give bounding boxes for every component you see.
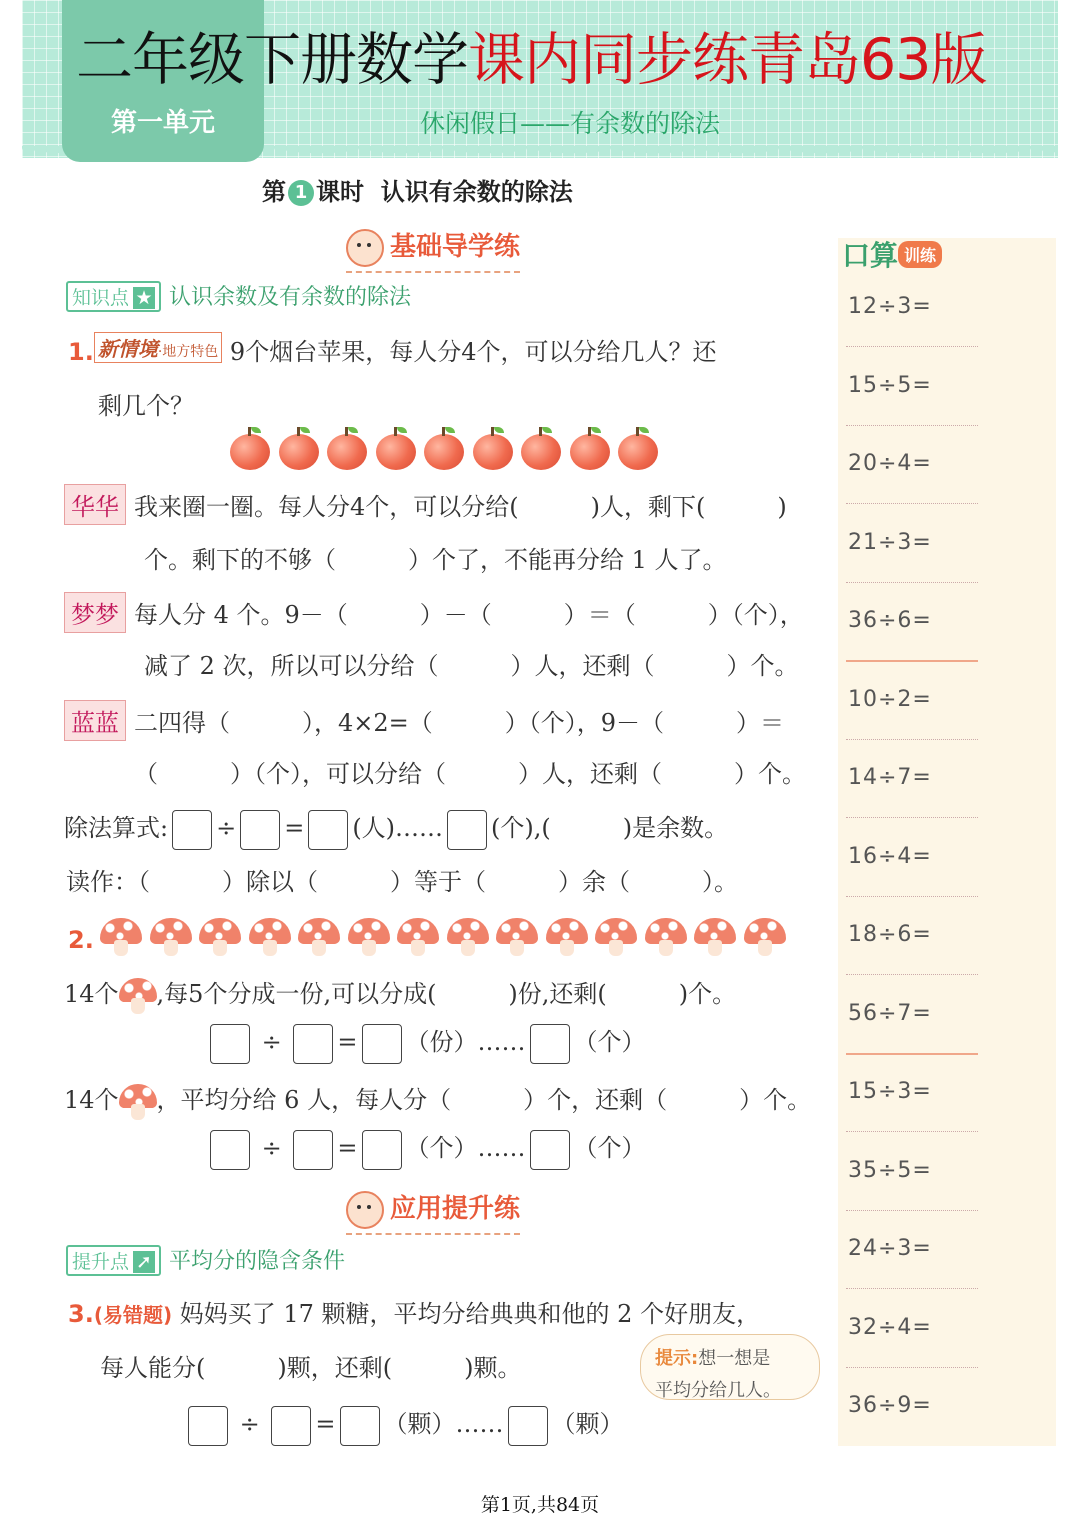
hint-text-2: 平均分给几人。 (655, 1380, 781, 1401)
oral-calc-item: 36÷9= (848, 1393, 932, 1418)
q2-count-1: 14个 (64, 980, 119, 1008)
oral-calc-heading (842, 234, 942, 274)
unit-label: 第一单元 (110, 108, 215, 138)
answer-box[interactable] (240, 810, 280, 850)
oral-calc-item: 21÷3= (848, 529, 932, 555)
q1-line-1 (68, 332, 716, 367)
q1-formula-line (64, 808, 728, 850)
lift-point (66, 1244, 345, 1276)
answer-box[interactable] (530, 1130, 570, 1170)
oral-calc-divider (846, 425, 978, 426)
kid-icon (346, 229, 384, 267)
q1-number: 1. (68, 338, 94, 366)
mengmeng-text-1: 每人分 4 个。9－（ ）－（ ）＝（ ）（个）， (134, 601, 804, 629)
divide-sign: ÷ (261, 1134, 282, 1162)
mengmeng-line-1 (64, 592, 804, 633)
oral-calc-divider (846, 1053, 978, 1055)
apple-icon (327, 434, 367, 470)
equals-sign: = (284, 814, 305, 842)
huahua-text-2: 个。剩下的不够（ ）个了，不能再分给 1 人了。 (144, 546, 727, 574)
lanlan-text-1: 二四得（ ），4×2=（ ）（个），9－（ ）＝ (134, 709, 785, 737)
oral-calc-item: 16÷4= (848, 843, 932, 869)
oral-calc-divider (846, 739, 978, 740)
oral-calc-item: 15÷5= (848, 372, 932, 398)
lift-point-text: 平均分的隐含条件 (169, 1249, 346, 1274)
title-red-part: 课内同步练青岛63版 (468, 27, 987, 93)
q1-text-2: 剩几个？ (98, 392, 194, 420)
divide-sign: ÷ (261, 1028, 282, 1056)
section-basic-heading (346, 226, 520, 273)
mushroom-icon (397, 918, 439, 958)
speaker-lanlan: 蓝蓝 (64, 700, 126, 741)
oral-calc-item: 36÷6= (848, 608, 932, 633)
apple-icon (473, 434, 513, 470)
oral-calc-divider (846, 1367, 978, 1368)
lesson-name: 认识有余数的除法 (380, 178, 573, 206)
apple-icon (424, 434, 464, 470)
answer-box[interactable] (271, 1406, 311, 1446)
answer-box[interactable] (293, 1024, 333, 1064)
answer-box[interactable] (293, 1130, 333, 1170)
huahua-line-1 (64, 484, 787, 525)
answer-box[interactable] (340, 1406, 380, 1446)
q1-text-1: 9个烟台苹果，每人分4个，可以分给几人？还 (229, 338, 717, 366)
lesson-number-badge: 1 (288, 180, 314, 206)
q1-new-tag-main: 新情境 (97, 337, 158, 361)
q1-read-line: 读作：（ ）除以（ ）等于（ ）余（ ）。 (66, 868, 738, 896)
section-basic-label: 基础导学练 (390, 232, 521, 262)
answer-box[interactable] (210, 1024, 250, 1064)
q2-line-1 (64, 974, 736, 1014)
q2-number (68, 926, 94, 954)
unit-candies: （颗）…… (383, 1410, 504, 1438)
q2-number-text: 2. (68, 926, 94, 954)
oral-calc-title: 口算 (842, 239, 899, 272)
oral-calc-divider (846, 503, 978, 504)
answer-box[interactable] (362, 1130, 402, 1170)
q3-line-1 (68, 1294, 760, 1329)
mushroom-icon (298, 918, 340, 958)
unit-candies: （颗） (551, 1410, 624, 1438)
oral-calc-divider (846, 346, 978, 347)
answer-box[interactable] (172, 810, 212, 850)
oral-calc-item: 35÷5= (848, 1157, 932, 1183)
unit-portions: （份）…… (405, 1028, 526, 1056)
title-black-part: 二年级下册数学 (76, 27, 468, 93)
mushroom-icon (595, 918, 637, 958)
answer-box[interactable] (530, 1024, 570, 1064)
mushroom-icon (249, 918, 291, 958)
oral-calc-divider (846, 896, 978, 897)
lanlan-line-1 (64, 700, 784, 741)
equals-sign: = (337, 1134, 358, 1162)
oral-calc-divider (846, 1131, 978, 1132)
unit-pieces: （个） (573, 1134, 646, 1162)
mushroom-icon (744, 918, 786, 958)
knowledge-point-text: 认识余数及有余数的除法 (169, 285, 412, 310)
answer-box[interactable] (188, 1406, 228, 1446)
mushroom-icon (150, 918, 192, 958)
equals-sign: = (337, 1028, 358, 1056)
answer-box[interactable] (508, 1406, 548, 1446)
q2-text-1: ,每5个分成一份,可以分成( )份,还剩( )个。 (156, 980, 737, 1008)
mushroom-icon (447, 918, 489, 958)
lesson-prefix: 第 (262, 178, 286, 206)
apple-icon (230, 434, 270, 470)
page-title (76, 14, 987, 96)
hint-label: 提示: (655, 1348, 699, 1369)
q2-formula-2 (206, 1128, 646, 1170)
q3-error-prone-tag: (易错题) (93, 1303, 173, 1327)
oral-calc-item: 10÷2= (848, 686, 932, 712)
hint-text-1: 想一想是 (698, 1348, 771, 1369)
mengmeng-text-2: 减了 2 次，所以可以分给（ ）人，还剩（ ）个。 (144, 652, 799, 680)
arrow-up-icon: ➚ (133, 1251, 155, 1273)
mushroom-icon (694, 918, 736, 958)
unit-subtitle: 休闲假日——有余数的除法 (420, 109, 721, 138)
q1-new-tag (94, 332, 222, 363)
oral-calc-badge: 训练 (898, 241, 942, 268)
q2-text-2: ，平均分给 6 人，每人分（ ）个，还剩（ ）个。 (156, 1086, 812, 1114)
answer-box[interactable] (447, 810, 487, 850)
speaker-huahua: 华华 (64, 484, 126, 525)
section-apply-label: 应用提升练 (390, 1194, 521, 1224)
oral-calc-divider (846, 1288, 978, 1289)
answer-box[interactable] (308, 810, 348, 850)
apple-icon (618, 434, 658, 470)
mushroom-icon (546, 918, 588, 958)
equals-sign: = (315, 1410, 336, 1438)
lesson-suffix: 课时 (316, 178, 364, 206)
answer-box[interactable] (362, 1024, 402, 1064)
lanlan-text-2: （ ）（个），可以分给（ ）人，还剩（ ）个。 (134, 760, 806, 788)
apple-icon (279, 434, 319, 470)
apple-icon (376, 434, 416, 470)
q3-text-2: 每人能分( )颗，还剩( )颗。 (100, 1354, 522, 1382)
oral-calc-item: 12÷3= (848, 294, 932, 319)
knowledge-point-tag (66, 281, 161, 312)
formula-unit-people: (人)…… (352, 814, 444, 842)
q3-formula (184, 1404, 624, 1446)
speaker-mengmeng: 梦梦 (64, 592, 126, 633)
mushroom-icon (496, 918, 538, 958)
answer-box[interactable] (210, 1130, 250, 1170)
apple-icon (521, 434, 561, 470)
star-icon: ★ (133, 287, 155, 309)
mushroom-icon (119, 1084, 157, 1120)
q1-new-tag-sub: ·地方特色 (157, 344, 219, 360)
knowledge-point (66, 280, 411, 312)
oral-calc-item: 14÷7= (848, 765, 932, 790)
mushroom-icon (100, 918, 142, 958)
oral-calc-divider (846, 660, 978, 662)
mushroom-icon (645, 918, 687, 958)
q2-line-2 (64, 1080, 811, 1120)
oral-calc-item: 24÷3= (848, 1236, 932, 1261)
knowledge-point-tag-text: 知识点 (72, 287, 130, 309)
unit-pieces: （个）…… (405, 1134, 526, 1162)
oral-calc-item: 20÷4= (848, 451, 932, 476)
oral-calc-item: 56÷7= (848, 1000, 932, 1026)
kid-icon (346, 1191, 384, 1229)
oral-calc-divider (846, 1210, 978, 1211)
oral-calc-item: 32÷4= (848, 1314, 932, 1340)
huahua-text-1: 我来圈一圈。每人分4个，可以分给( )人，剩下( ) (134, 493, 787, 521)
formula-unit-remainder: (个),( )是余数。 (491, 814, 729, 842)
apple-icon (570, 434, 610, 470)
mushroom-icon (348, 918, 390, 958)
divide-sign: ÷ (239, 1410, 260, 1438)
oral-calc-item: 18÷6= (848, 922, 932, 947)
hint-bubble (640, 1334, 820, 1400)
q2-count-2: 14个 (64, 1086, 119, 1114)
lesson-title (262, 172, 573, 207)
oral-calc-divider (846, 817, 978, 818)
section-apply-heading (346, 1188, 520, 1235)
formula-label: 除法算式: (64, 814, 169, 842)
lift-point-tag-text: 提升点 (72, 1251, 130, 1273)
page-footer: 第1页,共84页 (480, 1494, 600, 1516)
q2-formula-1 (206, 1022, 646, 1064)
q3-text-1: 妈妈买了 17 颗糖，平均分给典典和他的 2 个好朋友， (179, 1300, 761, 1328)
oral-calc-divider (846, 974, 978, 975)
divide-sign: ÷ (216, 814, 237, 842)
unit-pieces: （个） (573, 1028, 646, 1056)
lift-point-tag (66, 1245, 161, 1276)
mushroom-icon (199, 918, 241, 958)
oral-calc-item: 15÷3= (848, 1079, 932, 1104)
mushroom-icon (119, 978, 157, 1014)
oral-calc-divider (846, 582, 978, 583)
oral-calc-panel (838, 238, 1056, 1446)
q3-number: 3. (68, 1300, 94, 1328)
